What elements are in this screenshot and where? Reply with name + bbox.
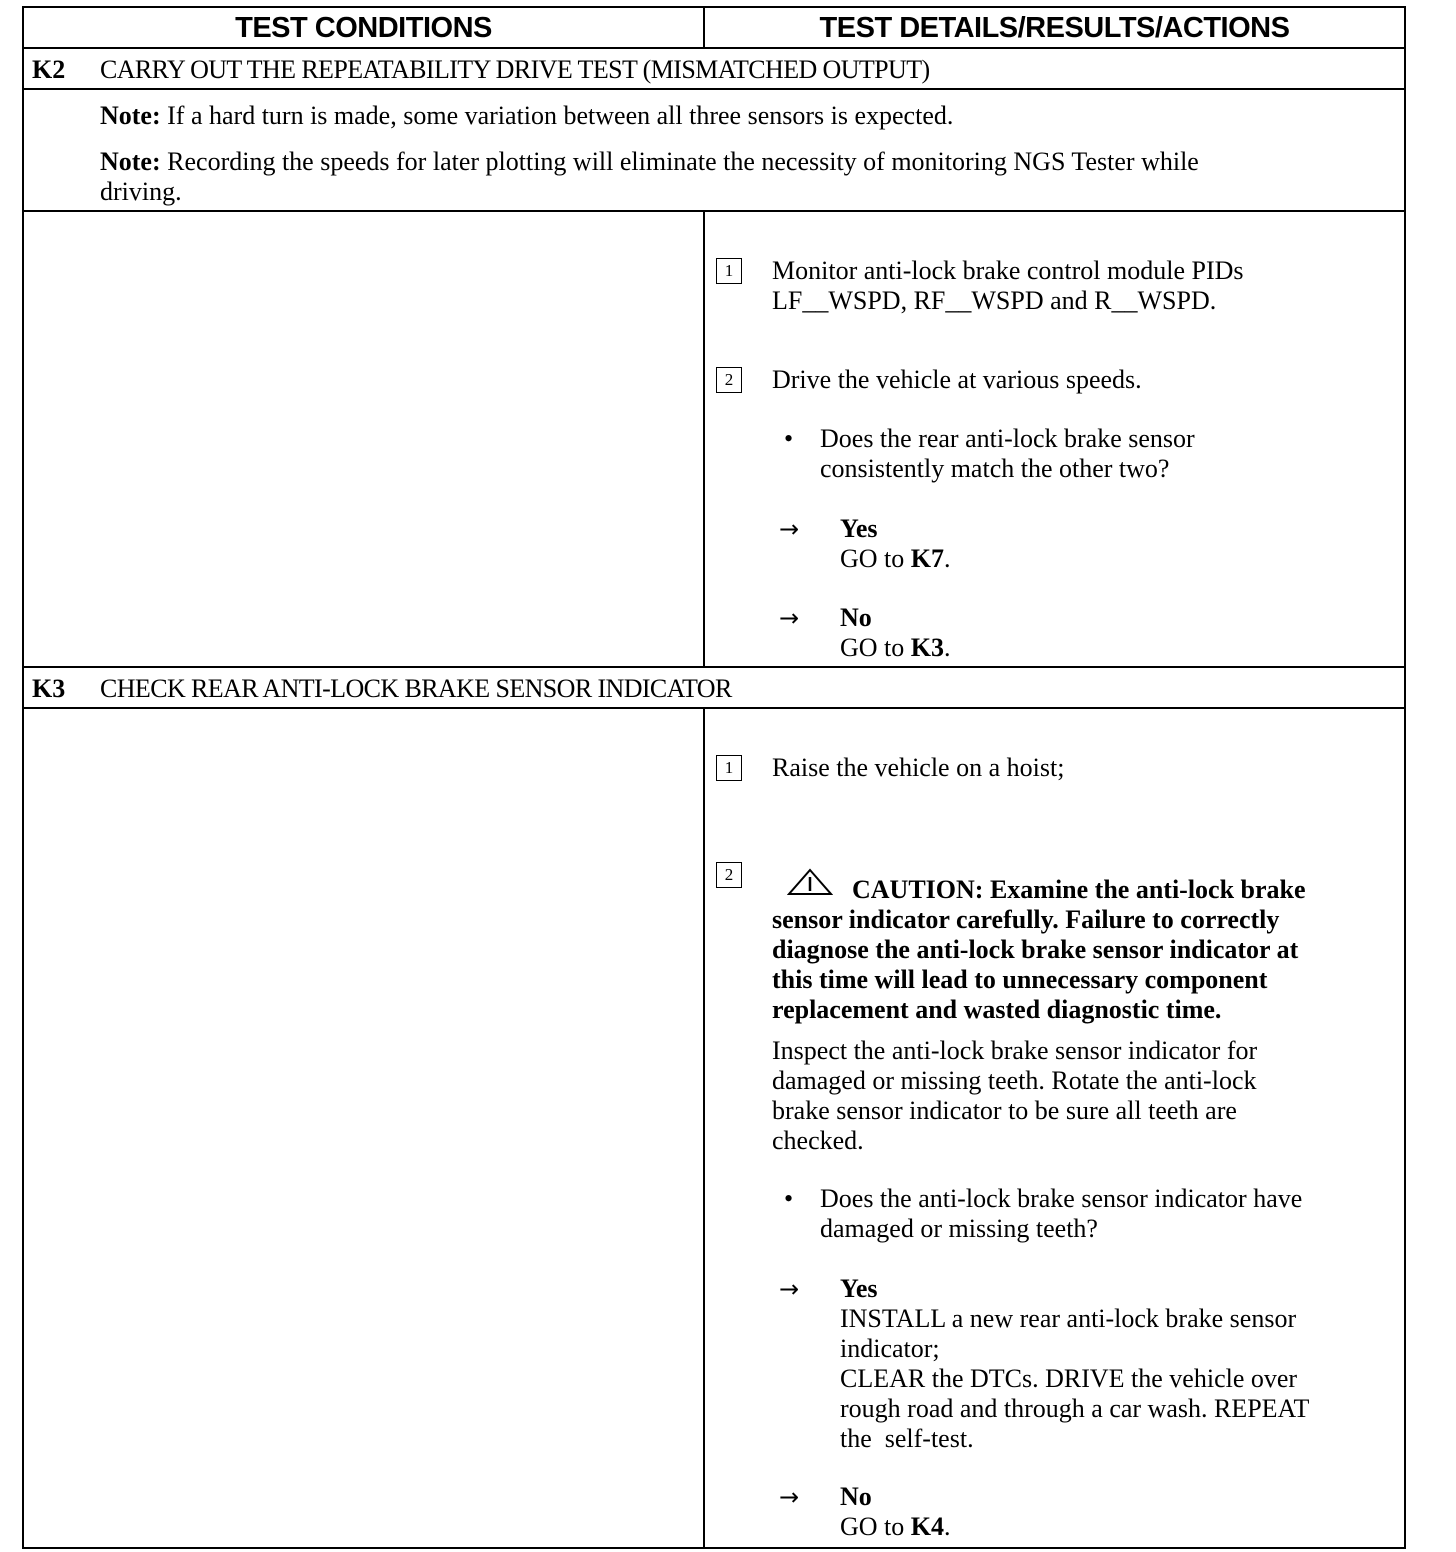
k3-code: K3 [32,674,66,703]
arrow-right-icon: → [779,604,800,632]
note-text: If a hard turn is made, some variation between all three sensors is expected. [167,101,954,130]
k2-step-1-text [772,256,1244,316]
bullet: • [784,424,794,453]
text-line [840,544,951,574]
text-line [840,1512,951,1542]
k2-note-2 [100,147,1199,177]
k3-no-result [840,1482,951,1542]
yes-label: Yes [840,1274,878,1303]
go-to-text: GO to [840,544,905,573]
period: . [944,1512,951,1541]
text-line: this time will lead to unnecessary component [772,965,1268,994]
arrow-right-icon: → [779,1483,800,1511]
step-number-box: 1 [716,755,742,781]
k2-column-divider [703,210,705,668]
k2-yes-result [840,514,951,574]
yes-label: Yes [840,514,878,543]
k2-question [820,424,1195,484]
text-line: Does the anti-lock brake sensor indicator have [820,1184,1303,1213]
k3-step-1-text: Raise the vehicle on a hoist; [772,753,1065,782]
text-line: the self-test. [840,1424,974,1453]
text-line: Inspect the anti-lock brake sensor indicator for [772,1036,1258,1065]
no-label: No [840,603,872,632]
go-to-target: K4 [910,1512,945,1541]
text-line: damaged or missing teeth. Rotate the anti-lock [772,1066,1257,1095]
go-to-target: K7 [910,544,945,573]
text-line: checked. [772,1126,864,1155]
text-line: INSTALL a new rear anti-lock brake sensor [840,1304,1297,1333]
k2-step-2-text: Drive the vehicle at various speeds. [772,365,1142,394]
header-test-details: TEST DETAILS/RESULTS/ACTIONS [819,12,1290,44]
k2-title: CARRY OUT THE REPEATABILITY DRIVE TEST (MISMATCHED OUTPUT) [100,55,930,84]
header-test-conditions: TEST CONDITIONS [235,12,492,44]
arrow-right-icon: → [779,515,800,543]
text-line: Does the rear anti-lock brake sensor [820,424,1195,453]
text-line: damaged or missing teeth? [820,1214,1098,1243]
go-to-text: GO to [840,1512,905,1541]
text-line: CAUTION: Examine the anti-lock brake [852,875,1306,904]
step-number-box: 2 [716,862,742,888]
k3-caution-text [772,875,1306,1025]
period: . [944,633,951,662]
text-line: brake sensor indicator to be sure all teeth are [772,1096,1237,1125]
note-label: Note: [100,101,161,130]
k3-top-divider [22,666,1406,668]
text-line: replacement and wasted diagnostic time. [772,995,1222,1024]
text-line: indicator; [840,1334,940,1363]
text-line: Monitor anti-lock brake control module PIDs [772,256,1244,285]
k2-no-result [840,603,951,663]
k2-note-divider [22,210,1406,212]
go-to-text: GO to [840,633,905,662]
arrow-right-icon: → [779,1275,800,1303]
text-line: rough road and through a car wash. REPEAT [840,1394,1310,1423]
k3-inspect-text [772,1036,1257,1156]
go-to-target: K3 [910,633,945,662]
bullet: • [784,1184,794,1213]
text-line: LF__WSPD, RF__WSPD and R__WSPD. [772,286,1217,315]
k3-question [820,1184,1302,1244]
note-label: Note: [100,147,161,176]
step-number-box: 2 [716,367,742,393]
text-line: sensor indicator carefully. Failure to correctly [772,905,1280,934]
k3-title: CHECK REAR ANTI-LOCK BRAKE SENSOR INDICATOR [100,674,732,703]
period: . [944,544,951,573]
k3-yes-result [840,1274,1309,1454]
no-label: No [840,1482,872,1511]
text-line [840,633,951,663]
k3-title-divider [22,707,1406,709]
k2-note-1 [100,101,953,131]
text-line: consistently match the other two? [820,454,1170,483]
text-line: CLEAR the DTCs. DRIVE the vehicle over [840,1364,1298,1393]
k2-title-divider [22,88,1406,90]
note-text: Recording the speeds for later plotting will eliminate the necessity of monitoring NGS Tester while [167,147,1199,176]
step-number-box: 1 [716,258,742,284]
k2-note-2-cont: driving. [100,177,182,206]
k2-code: K2 [32,55,66,84]
k3-column-divider [703,707,705,1549]
text-line: diagnose the anti-lock brake sensor indicator at [772,935,1299,964]
